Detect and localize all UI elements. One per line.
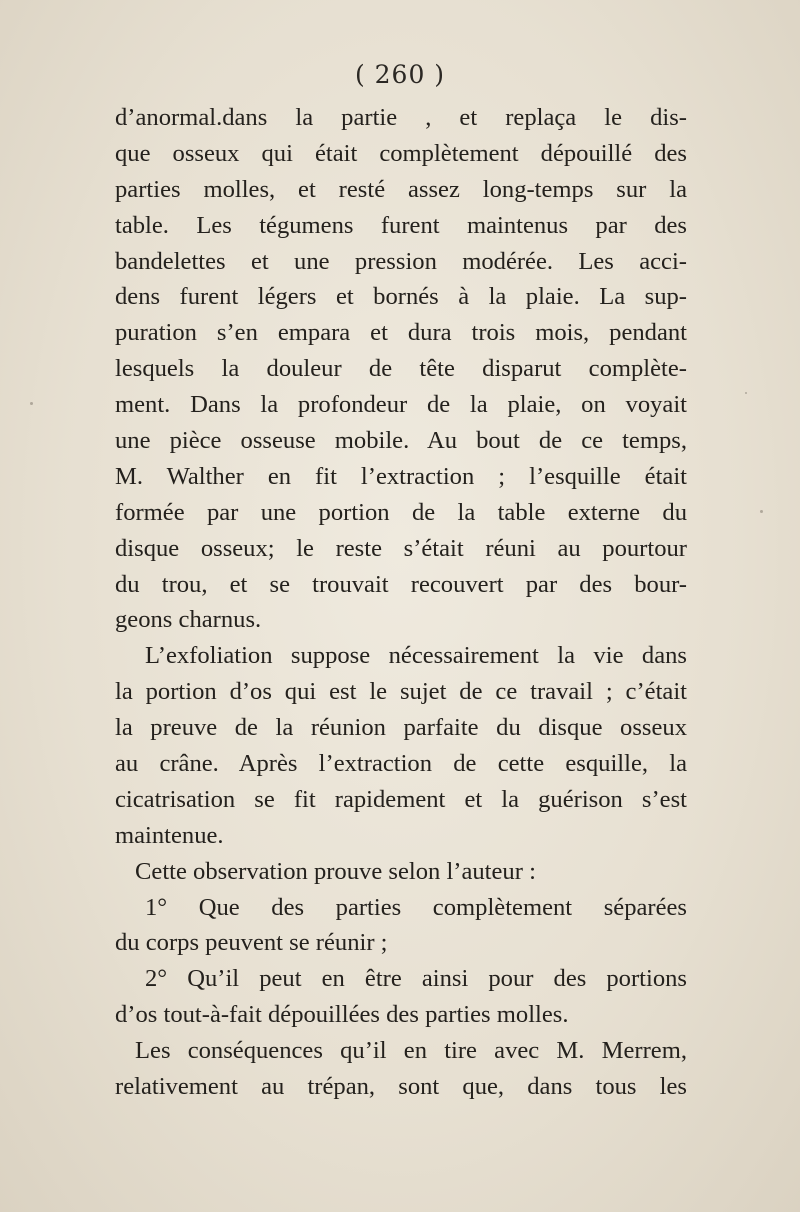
text-line: 2° Qu’il peut en être ainsi pour des portions xyxy=(145,965,687,993)
text-line: formée par une portion de la table externe du xyxy=(115,498,687,526)
text-line: la portion d’os qui est le sujet de ce travail ; c’était xyxy=(115,678,687,706)
paper-speck xyxy=(760,510,763,513)
text-line: une pièce osseuse mobile. Au bout de ce temps, xyxy=(115,427,687,455)
text-line: L’exfoliation suppose nécessairement la vie dans xyxy=(145,642,687,670)
text-line: cicatrisation se fit rapidement et la guérison s’est xyxy=(115,785,687,813)
text-line: table. Les tégumens furent maintenus par des xyxy=(115,211,687,239)
text-line: M. Walther en fit l’extraction ; l’esquille était xyxy=(115,462,687,490)
text-line: bandelettes et une pression modérée. Les acci- xyxy=(115,247,687,275)
text-line: du corps peuvent se réunir ; xyxy=(115,929,388,957)
text-line: 1° Que des parties complètement séparées xyxy=(145,893,687,921)
text-line: que osseux qui était complètement dépouillé des xyxy=(115,139,687,167)
text-line: ment. Dans la profondeur de la plaie, on voyait xyxy=(115,391,687,419)
text-line: lesquels la douleur de tête disparut complète- xyxy=(115,355,687,383)
text-line: au crâne. Après l’extraction de cette esquille, la xyxy=(115,750,687,778)
paper-speck xyxy=(30,402,33,405)
text-line: d’os tout-à-fait dépouillées des parties molles. xyxy=(115,1001,569,1029)
text-line: geons charnus. xyxy=(115,606,262,634)
text-line: Cette observation prouve selon l’auteur : xyxy=(135,857,536,885)
text-line: maintenue. xyxy=(115,821,224,849)
text-line: Les conséquences qu’il en tire avec M. Merrem, xyxy=(135,1037,687,1065)
paper-speck xyxy=(745,392,747,394)
body-text xyxy=(115,100,687,1105)
text-line: du trou, et se trouvait recouvert par des bour- xyxy=(115,570,687,598)
text-line: parties molles, et resté assez long-temps sur la xyxy=(115,175,687,203)
text-line: relativement au trépan, sont que, dans tous les xyxy=(115,1073,687,1101)
text-line: puration s’en empara et dura trois mois, pendant xyxy=(115,319,687,347)
page-number: ( 260 ) xyxy=(354,60,446,89)
text-line: disque osseux; le reste s’était réuni au pourtour xyxy=(115,534,687,562)
text-line: d’anormal.dans la partie , et replaça le dis- xyxy=(115,104,687,131)
text-line: la preuve de la réunion parfaite du disque osseux xyxy=(115,714,687,742)
text-line: dens furent légers et bornés à la plaie. La sup- xyxy=(115,283,687,311)
